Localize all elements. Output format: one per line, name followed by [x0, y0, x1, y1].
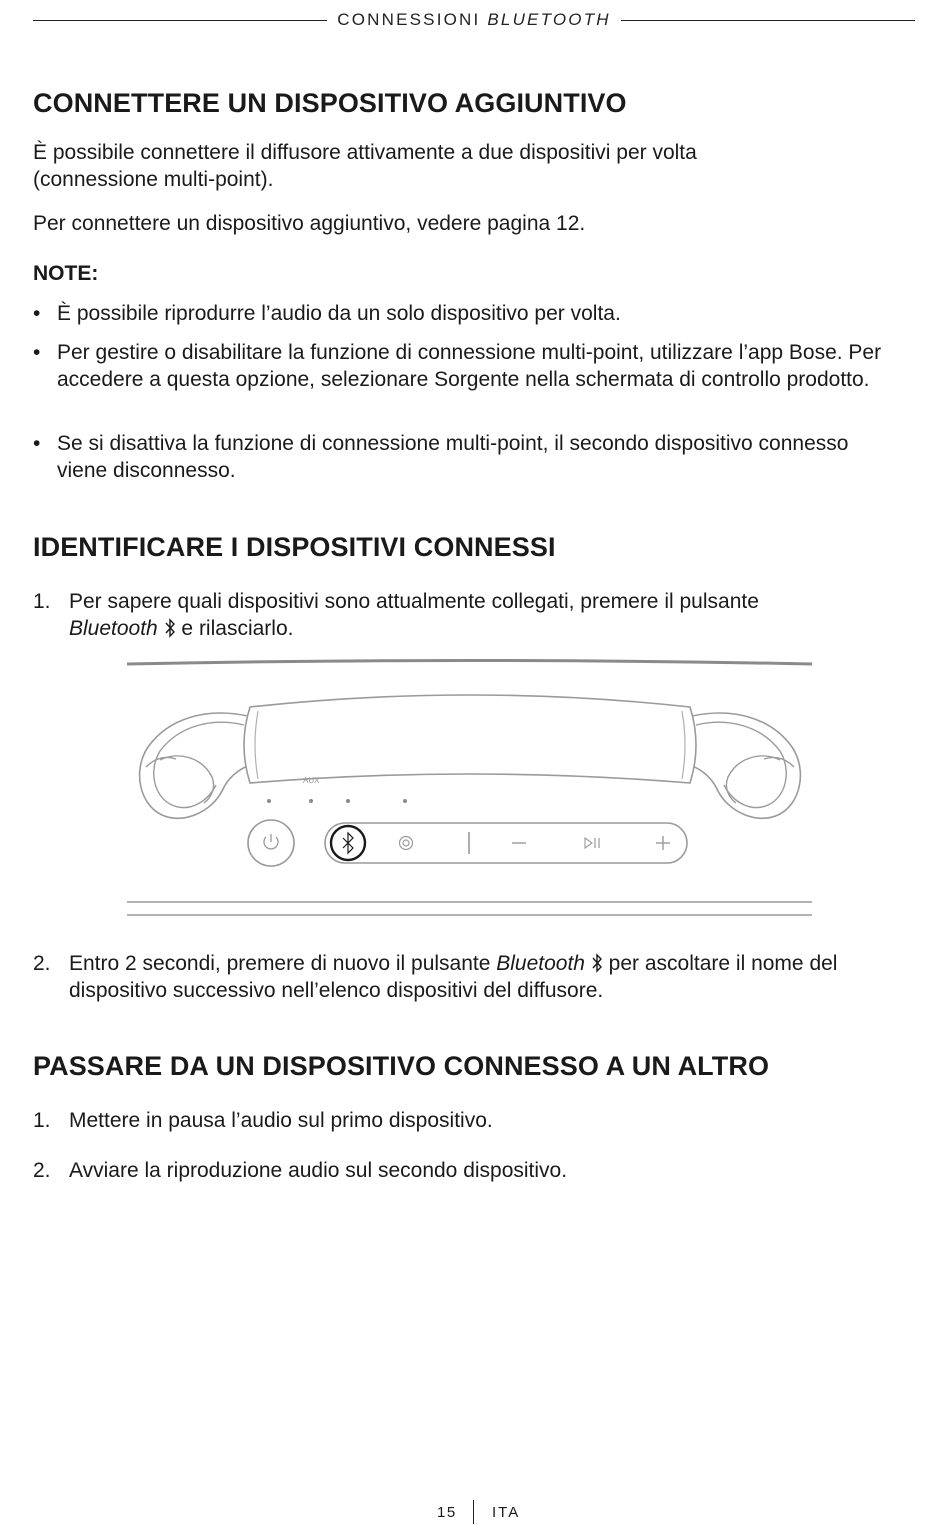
footer-separator: [473, 1500, 474, 1524]
indicator-light: [267, 799, 271, 803]
left-handle: [140, 713, 258, 818]
bluetooth-icon: [591, 953, 603, 973]
heading-switch-devices: PASSARE DA UN DISPOSITIVO CONNESSO A UN ALTRO: [33, 1051, 770, 1081]
speaker-illustration: [120, 655, 820, 923]
header-rule-right: [621, 20, 915, 21]
paragraph-see-page: Per connettere un dispositivo aggiuntivo, vedere pagina 12.: [33, 212, 586, 235]
bullet-mark: •: [33, 302, 41, 325]
section-title: CONNESSIONI BLUETOOTH: [337, 10, 611, 29]
aux-label: AUX: [303, 776, 320, 785]
bullet-mark: •: [33, 341, 41, 364]
heading-identify-devices: IDENTIFICARE I DISPOSITIVI CONNESSI: [33, 532, 556, 562]
note-text: Se si disattiva la funzione di connessione multi-point, il secondo dispositivo connesso viene disconnesso.: [57, 432, 849, 482]
step-text: Per sapere quali dispositivi sono attualmente collegati, premere il pulsante Bluetooth e rilasciarlo.: [69, 590, 759, 640]
page-header: [33, 8, 915, 32]
speaker-top-rim: [127, 661, 812, 665]
page-number: 15: [437, 1504, 457, 1521]
speaker-grip: [244, 695, 696, 783]
step-text: Mettere in pausa l’audio sul primo dispositivo.: [69, 1109, 493, 1132]
indicator-light: [309, 799, 313, 803]
header-rule-left: [33, 20, 327, 21]
bullet-mark: •: [33, 432, 41, 455]
page-footer: [0, 1500, 950, 1525]
heading-connect-additional: CONNETTERE UN DISPOSITIVO AGGIUNTIVO: [33, 88, 627, 118]
step-number: 1.: [33, 1109, 51, 1132]
control-strip: [325, 823, 687, 863]
step-number: 2.: [33, 952, 51, 975]
notes-label: NOTE:: [33, 262, 99, 285]
note-text: È possibile riprodurre l’audio da un solo dispositivo per volta.: [57, 302, 621, 325]
step-text: Entro 2 secondi, premere di nuovo il pulsante Bluetooth per ascoltare il nome del dispositivo successivo nell’elenco dispositivi del diffusore.: [69, 952, 838, 1002]
power-button: [248, 820, 294, 866]
note-text: Per gestire o disabilitare la funzione di connessione multi-point, utilizzare l’app Bose. Per accedere a questa opzione, selezionare Sorgente nella schermata di controllo prodotto.: [57, 341, 882, 391]
right-handle: [682, 713, 800, 818]
step-number: 2.: [33, 1159, 51, 1182]
paragraph-multipoint: È possibile connettere il diffusore attivamente a due dispositivi per volta (connessione multi-point).: [33, 141, 697, 191]
indicator-light: [403, 799, 407, 803]
indicator-light: [346, 799, 350, 803]
bluetooth-icon: [164, 618, 176, 638]
language-code: ITA: [492, 1504, 521, 1521]
step-number: 1.: [33, 590, 51, 613]
step-text: Avviare la riproduzione audio sul secondo dispositivo.: [69, 1159, 568, 1182]
